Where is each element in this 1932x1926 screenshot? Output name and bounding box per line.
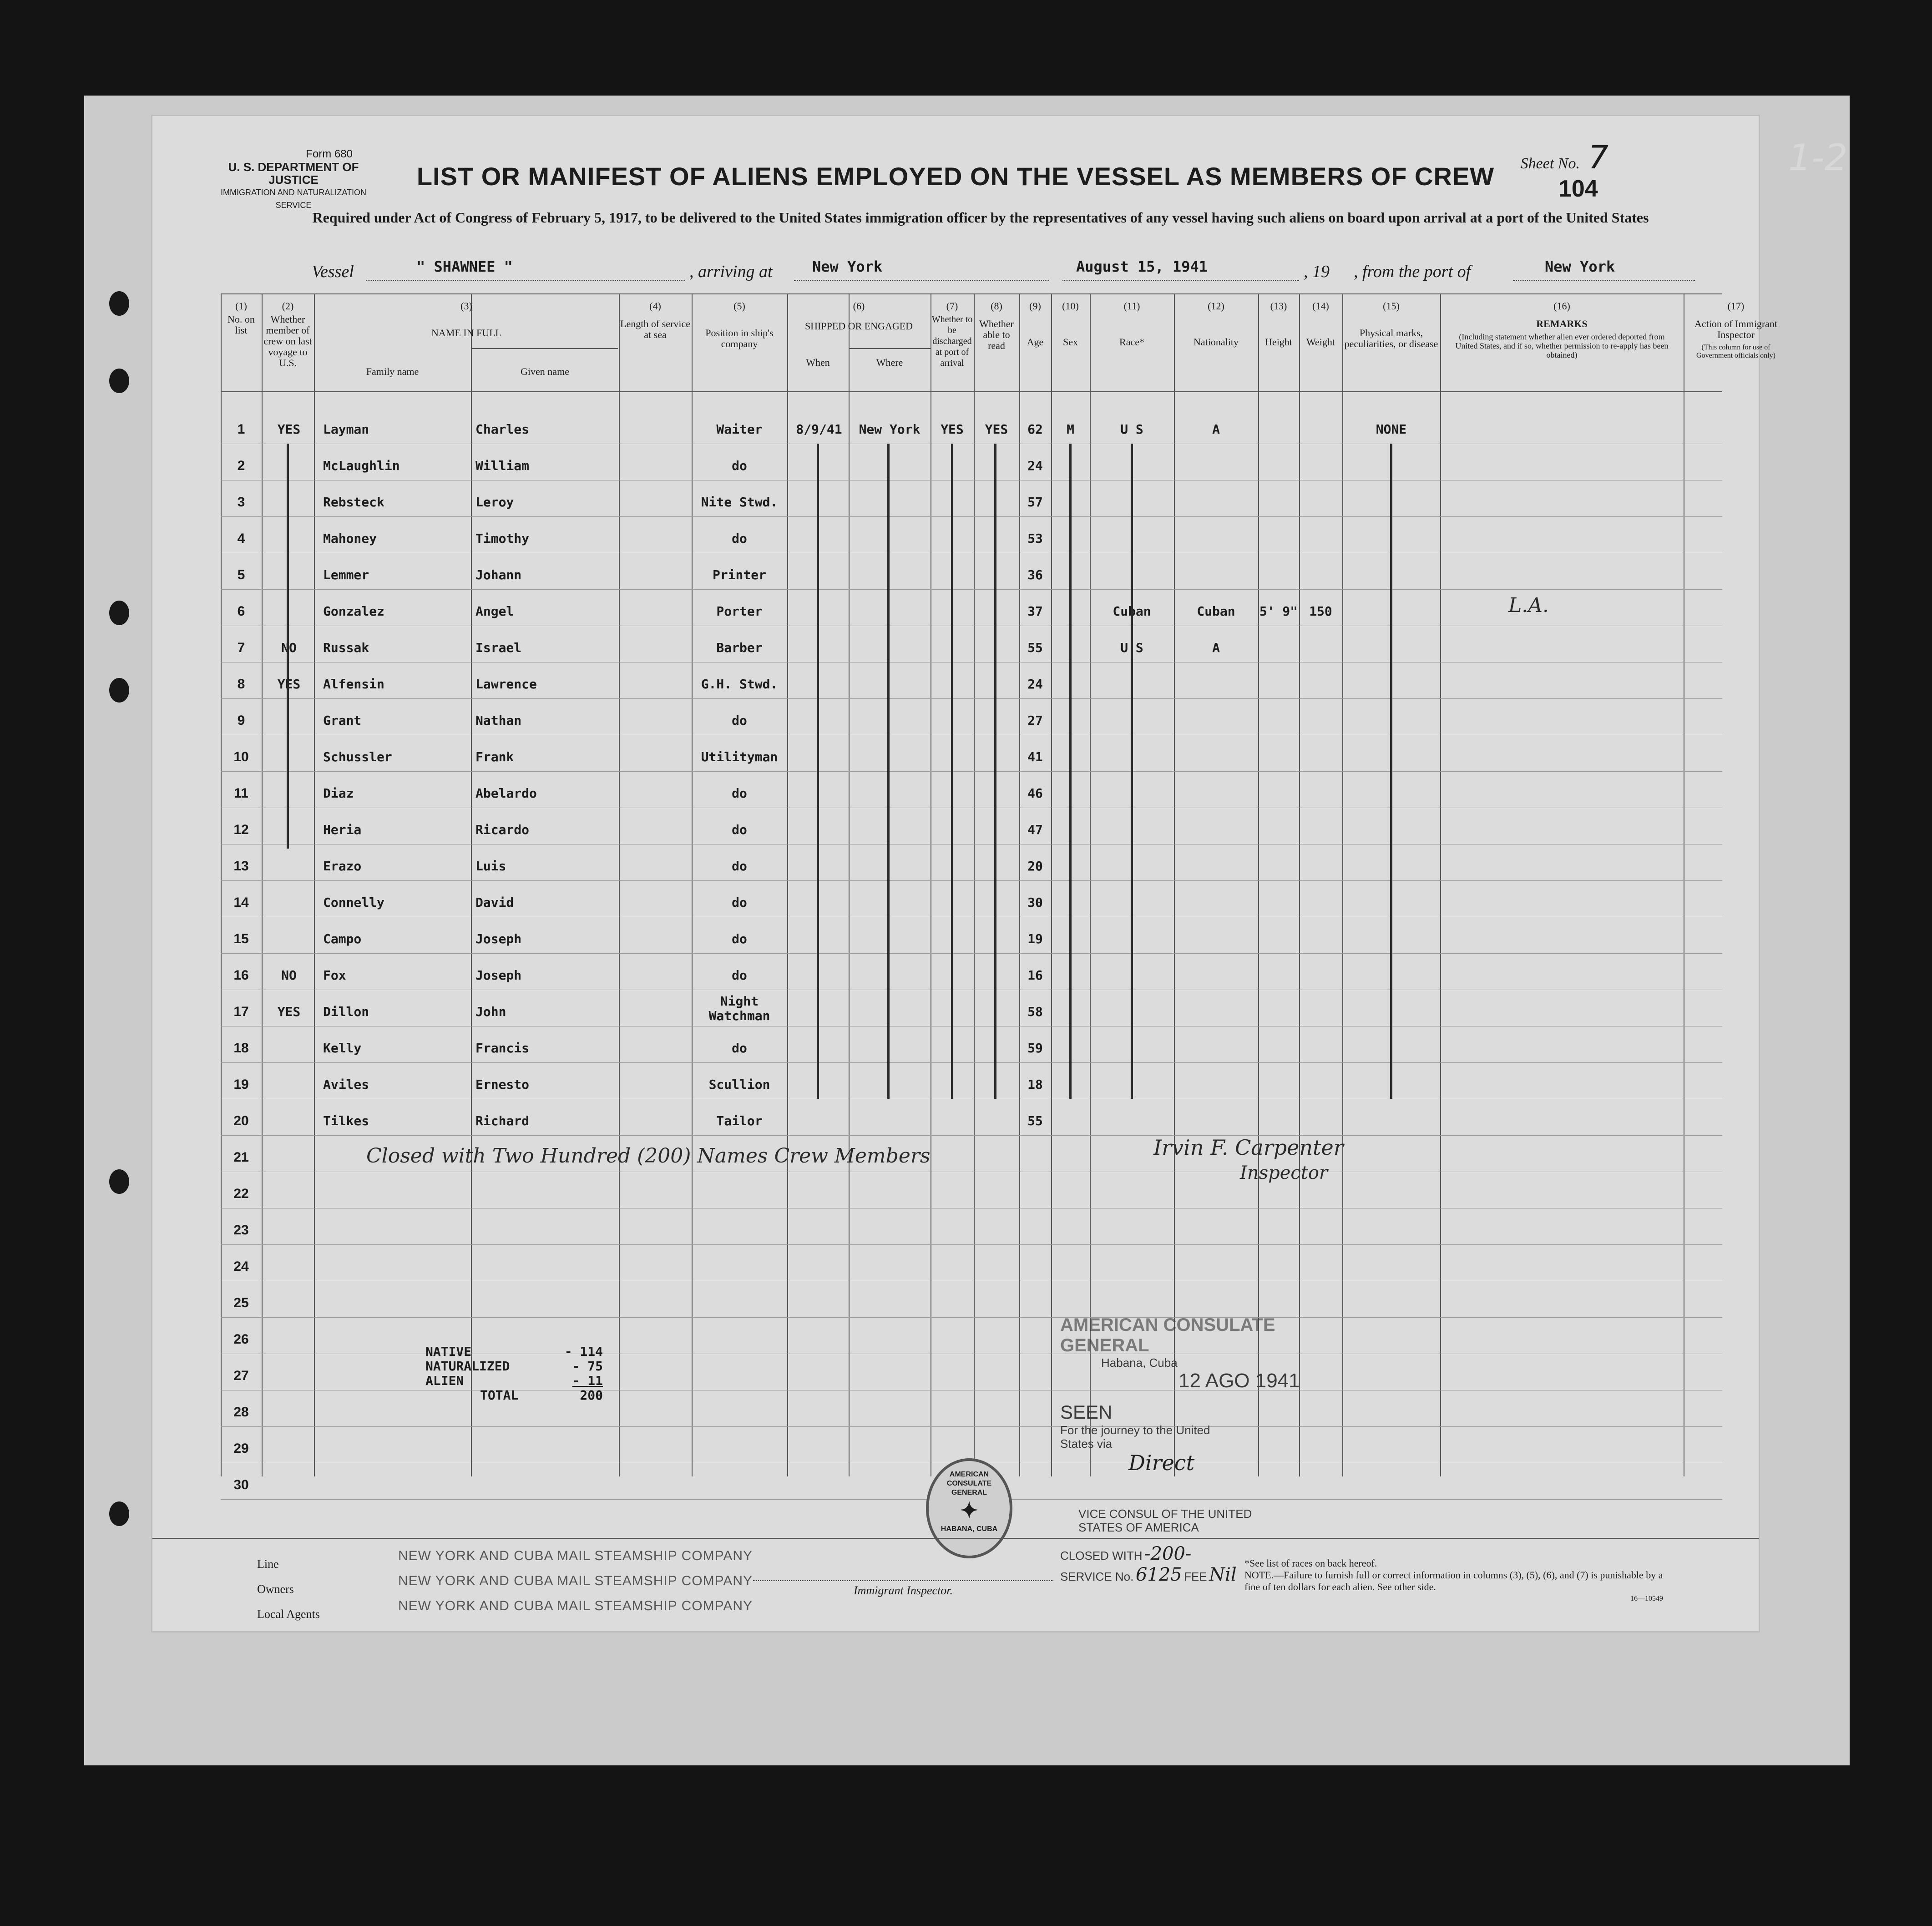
cell-race: U S [1120,640,1143,655]
row-number: 16 [233,968,249,983]
cell-given: Charles [475,422,530,437]
cell-age: 62 [1027,422,1043,437]
from-label: , from the port of [1354,262,1471,281]
manifest-page [152,116,1778,1631]
colnum: (17) [1727,300,1745,312]
cell-position: Scullion [708,1077,770,1092]
closing-note: Closed with Two Hundred (200) Names Crew Members [366,1144,931,1168]
stamp-seen: SEEN [1060,1401,1113,1423]
cell-position: do [732,931,747,946]
col-header-service: Length of service at sea [620,318,690,340]
consulate-name: AMERICAN CONSULATE GENERAL [1060,1315,1275,1355]
stamp-fee-label: FEE [1184,1570,1207,1583]
row-number: 22 [233,1186,249,1201]
punch-hole [109,1501,129,1526]
cell-position: do [732,968,747,983]
colnum: (5) [733,300,745,312]
col-header-family: Family name [366,366,419,377]
ditto-stroke [994,444,996,1099]
races-note: *See list of races on back hereof. [1244,1557,1377,1569]
cell-age: 55 [1027,640,1043,655]
ditto-stroke [1131,444,1133,1099]
ditto-stroke [287,444,289,849]
col-header-position: Position in ship's company [705,327,774,349]
cell-nationality: Cuban [1197,604,1235,619]
cell-position: do [732,859,747,874]
row-number: 3 [237,495,245,510]
col-header-when: When [806,357,830,368]
cell-age: 18 [1027,1077,1043,1092]
cell-age: 58 [1027,1004,1043,1019]
eagle-icon: ✦ [960,1499,979,1523]
cell-position: do [732,531,747,546]
cell-family: McLaughlin [323,458,400,473]
col-header-read: Whether able to read [979,318,1014,351]
punch-hole [109,678,129,703]
seal-text-top: AMERICAN CONSULATE GENERAL [946,1471,992,1496]
cell-position: Nite Stwd. [701,495,778,510]
cell-family: Gonzalez [323,604,384,619]
row-rule [221,771,1722,772]
cell-age: 59 [1027,1041,1043,1056]
cell-age: 19 [1027,931,1043,946]
stamp-service-no: 6125 [1135,1564,1182,1585]
cell-given: Leroy [475,495,514,510]
cell-position: Utilityman [701,749,778,764]
row-number: 11 [234,786,248,801]
cell-family: Russak [323,640,369,655]
row-rule [221,1426,1722,1427]
cell-discharged: YES [941,422,964,437]
row-number: 5 [237,567,245,582]
cell-given: Richard [475,1113,530,1128]
sheet-value: 7 [1588,139,1608,176]
cell-last-voyage: NO [281,640,297,655]
row-number: 2 [237,458,245,473]
cell-family: Mahoney [323,531,377,546]
row-number: 28 [233,1405,249,1420]
cell-given: Abelardo [475,786,537,801]
stamp-service-label: SERVICE No. [1060,1570,1134,1583]
colnum: (6) [853,300,865,312]
col-header-given: Given name [521,366,569,377]
cell-age: 27 [1027,713,1043,728]
col-header-no: No. on list [228,313,255,336]
col-header-marks: Physical marks, peculiarities, or disease [1344,327,1438,349]
colnum: (13) [1270,300,1287,312]
colnum: (8) [991,300,1002,312]
col-header-sex: Sex [1063,336,1078,348]
department: U. S. DEPARTMENT OF JUSTICE [228,160,359,187]
total-naturalized-label: NATURALIZED [425,1359,510,1374]
row-number: 21 [233,1150,249,1165]
col-header-height: Height [1265,336,1292,348]
cell-position: Tailor [716,1113,763,1128]
service: IMMIGRATION AND NATURALIZATION SERVICE [220,188,366,210]
cell-age: 55 [1027,1113,1043,1128]
cell-family: Grant [323,713,362,728]
fine-note: NOTE.—Failure to furnish full or correct information in columns (3), (5), (6), and (7) is punishable by a fine of ten dollars for each alien. See other side. [1244,1569,1663,1592]
agents-company: NEW YORK AND CUBA MAIL STEAMSHIP COMPANY [398,1598,753,1613]
stamp-vice-consul: VICE CONSUL OF THE UNITED STATES OF AMERICA [1078,1507,1252,1534]
cell-position: do [732,822,747,837]
cell-given: Israel [475,640,522,655]
colnum: (9) [1029,300,1041,312]
cell-family: Campo [323,931,362,946]
cell-sex: M [1067,422,1074,437]
cell-position: G.H. Stwd. [701,677,778,692]
punch-hole [109,601,129,625]
total-label: TOTAL [480,1388,519,1403]
row-number: 9 [237,713,245,728]
total-native-value: - 114 [564,1344,603,1359]
owners-label: Owners [257,1582,294,1596]
cell-family: Rebsteck [323,495,384,510]
cell-family: Heria [323,822,362,837]
total-alien-label: ALIEN [425,1373,464,1388]
row-number: 10 [233,749,249,764]
cell-family: Layman [323,422,369,437]
row-rule [221,1135,1722,1136]
consulate-stamp [1060,1315,1315,1585]
total-alien-value: - 11 [572,1373,603,1388]
arrival-date: August 15, 1941 [1076,258,1208,275]
arriving-port: New York [812,258,883,275]
stamp-date: 12 AGO 1941 [1178,1370,1300,1392]
cell-nationality: A [1212,640,1220,655]
cell-given: Joseph [475,968,522,983]
cell-given: Frank [475,749,514,764]
line-label: Line [257,1557,279,1571]
row-number: 17 [233,1004,249,1019]
col-header-where: Where [876,357,903,368]
cell-age: 57 [1027,495,1043,510]
cell-given: Francis [475,1041,530,1056]
total-naturalized-value: - 75 [572,1359,603,1374]
stamp-closed-label: CLOSED WITH [1060,1549,1143,1562]
punch-hole [109,1169,129,1194]
cell-age: 16 [1027,968,1043,983]
cell-family: Alfensin [323,677,384,692]
cell-position: Barber [716,640,763,655]
cell-age: 36 [1027,567,1043,582]
ditto-stroke [951,444,953,1099]
cell-position: do [732,713,747,728]
form-number: Form 680 [306,148,353,160]
sheet-label: Sheet No. [1520,155,1580,172]
colnum: (14) [1312,300,1329,312]
cell-given: Luis [475,859,506,874]
row-number: 8 [237,677,245,692]
ditto-stroke [887,444,890,1099]
colnum: (3) [460,300,472,312]
row-number: 30 [233,1477,249,1492]
row-number: 19 [233,1077,249,1092]
form-code: 16—10549 [1630,1595,1663,1602]
cell-height: 5' 9" [1259,604,1298,619]
stamp-fee: Nil [1209,1564,1237,1585]
page-footer [152,1538,1759,1630]
row-number: 24 [233,1259,249,1274]
cell-age: 30 [1027,895,1043,910]
colnum: (7) [946,300,958,312]
cell-given: Angel [475,604,514,619]
colnum: (16) [1553,300,1570,312]
punch-hole [109,369,129,393]
row-number: 25 [233,1295,249,1310]
row-number: 7 [237,640,245,655]
cell-last-voyage: YES [277,422,301,437]
col-header-nationality: Nationality [1194,336,1239,348]
col-header-discharged: Whether to be discharged at port of arrival [931,314,973,368]
cell-race: U S [1120,422,1143,437]
cell-race: Cuban [1113,604,1151,619]
year-label: , 19 [1304,262,1330,281]
cell-given: Johann [475,567,522,582]
inspector-signature: Irvin F. Carpenter [1153,1135,1344,1160]
cell-age: 53 [1027,531,1043,546]
seal-text-bottom: HABANA, CUBA [941,1525,998,1533]
cell-marks: NONE [1376,422,1407,437]
total-native-label: NATIVE [425,1344,472,1359]
row-rule [221,1062,1722,1063]
cell-family: Dillon [323,1004,369,1019]
cell-family: Kelly [323,1041,362,1056]
inspector-line: Immigrant Inspector. [753,1580,1053,1597]
col-header-race: Race* [1119,336,1144,348]
colnum: (2) [282,300,294,312]
row-number: 20 [233,1113,249,1128]
row-rule [221,1244,1722,1245]
col-header-name: NAME IN FULL [431,327,501,339]
page-title: LIST OR MANIFEST OF ALIENS EMPLOYED ON THE VESSEL AS MEMBERS OF CREW [416,162,1495,191]
cell-position: Night Watchman [708,994,770,1023]
col-header-last-voyage: Whether member of crew on last voyage to U.S. [263,313,312,369]
ditto-stroke [1069,444,1072,1099]
arriving-label: , arriving at [689,262,773,281]
row-rule [221,880,1722,881]
cell-nationality: A [1212,422,1220,437]
crew-totals [425,1345,603,1403]
cell-family: Aviles [323,1077,369,1092]
cell-given: Nathan [475,713,522,728]
row-number: 23 [233,1223,249,1238]
col-header-shipped: SHIPPED OR ENGAGED [804,320,913,332]
cell-given: William [475,458,530,473]
cell-weight: 150 [1309,604,1332,619]
row-rule [221,698,1722,699]
consulate-city: Habana, Cuba [1101,1356,1178,1370]
cell-age: 37 [1027,604,1043,619]
cell-position: Waiter [716,422,763,437]
ditto-stroke [1390,444,1392,1099]
col-header-age: Age [1027,336,1044,348]
cell-last-voyage: NO [281,968,297,983]
row-rule [221,589,1722,590]
row-number: 12 [233,822,249,837]
colnum: (4) [649,300,661,312]
cell-position: do [732,786,747,801]
cell-position: do [732,895,747,910]
vessel-label: Vessel [312,262,354,281]
cell-given: John [475,1004,506,1019]
manifest-number: 104 [1558,176,1598,202]
row-number: 18 [233,1041,249,1056]
colnum: (1) [235,300,247,312]
col-header-action-note: (This column for use of Government officials only) [1696,344,1775,359]
row-number: 29 [233,1441,249,1456]
cell-family: Schussler [323,749,392,764]
row-number: 4 [237,531,245,546]
row-number: 27 [233,1368,249,1383]
cell-age: 41 [1027,749,1043,764]
owners-company: NEW YORK AND CUBA MAIL STEAMSHIP COMPANY [398,1573,753,1588]
cell-family: Erazo [323,859,362,874]
cell-last-voyage: YES [277,1004,301,1019]
stamp-route: Direct [1128,1451,1195,1475]
cell-remarks: L.A. [1508,594,1549,617]
cell-age: 47 [1027,822,1043,837]
cell-given: Ernesto [475,1077,530,1092]
corner-note: 1-2 [1788,136,1848,179]
cell-last-voyage: YES [277,677,301,692]
row-rule [221,516,1722,517]
cell-position: do [732,1041,747,1056]
cell-position: Porter [716,604,763,619]
cell-family: Diaz [323,786,354,801]
cell-age: 20 [1027,859,1043,874]
cell-position: do [732,458,747,473]
row-number: 6 [237,604,245,619]
cell-given: David [475,895,514,910]
from-port: New York [1545,258,1615,275]
cell-read: YES [985,422,1008,437]
punch-hole [109,291,129,316]
stamp-journey: For the journey to the United States via [1060,1423,1210,1451]
cell-age: 24 [1027,677,1043,692]
col-header-remarks: REMARKS [1536,318,1588,329]
cell-given: Timothy [475,531,530,546]
ditto-stroke [817,444,819,1099]
cell-given: Joseph [475,931,522,946]
cell-family: Fox [323,968,346,983]
cell-family: Connelly [323,895,384,910]
page-subtitle: Required under Act of Congress of February 5, 1917, to be delivered to the United States immigration officer by the representatives of any vessel having such aliens on board upon arrival at a port of the United States [312,209,1649,226]
cell-where: New York [859,422,920,437]
colnum: (12) [1208,300,1224,312]
row-number: 13 [233,859,249,874]
total-value: 200 [580,1388,603,1403]
cell-given: Ricardo [475,822,530,837]
stamp-closed-value: -200- [1144,1543,1192,1564]
row-number: 15 [233,931,249,946]
cell-age: 24 [1027,458,1043,473]
colnum: (10) [1062,300,1079,312]
colnum: (15) [1383,300,1400,312]
footer-note [1244,1557,1663,1605]
row-rule [221,1317,1722,1318]
cell-age: 46 [1027,786,1043,801]
col-header-remarks-note: (Including statement whether alien ever ordered deported from United States, and if so, whether permission to re-apply has been obtained) [1455,332,1669,359]
cell-when: 8/9/41 [796,422,842,437]
row-number: 14 [233,895,249,910]
line-company: NEW YORK AND CUBA MAIL STEAMSHIP COMPANY [398,1548,753,1563]
cell-family: Tilkes [323,1113,369,1128]
row-rule [221,953,1722,954]
row-number: 1 [237,422,245,437]
cell-given: Lawrence [475,677,537,692]
inspector-title: Inspector [1240,1163,1328,1183]
colnum: (11) [1123,300,1140,312]
row-number: 26 [233,1332,249,1347]
cell-position: Printer [712,567,766,582]
vessel-name: " SHAWNEE " [416,258,513,275]
col-header-action: Action of Immigrant Inspector [1694,318,1778,340]
col-header-weight: Weight [1306,336,1335,348]
cell-family: Lemmer [323,567,369,582]
agents-label: Local Agents [257,1608,320,1621]
